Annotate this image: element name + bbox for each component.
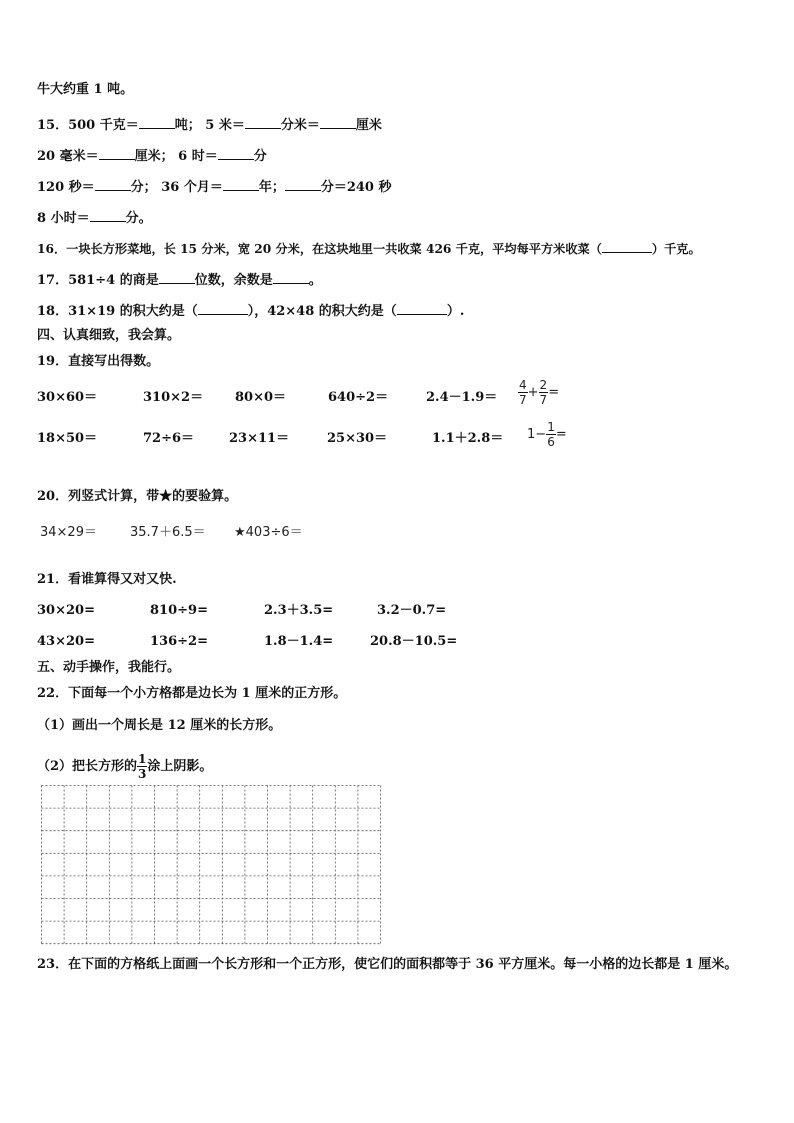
q19-title: 19．直接写出得数。 <box>37 354 160 369</box>
answer-blank[interactable] <box>198 302 248 315</box>
q19-item: 640÷2＝ <box>328 390 389 405</box>
q16: 16．一块长方形菜地，长 15 分米，宽 20 分米，在这块地里一共收菜 426 千克，平均每平方米收菜（ ）千克。 <box>37 242 701 256</box>
answer-blank[interactable] <box>218 147 254 160</box>
q19-item: 80×0＝ <box>235 390 287 405</box>
q20-item: ★403÷6＝ <box>234 525 303 540</box>
section-4-heading: 四、认真细致，我会算。 <box>37 328 181 343</box>
q22-part2: （2）把长方形的 $\frac{1}{3}$ 涂上阴影。 <box>37 752 213 781</box>
q17: 17．581÷4 的商是 位数，余数是 。 <box>37 273 322 288</box>
q22-title: 22．下面每一个小方格都是边长为 1 厘米的正方形。 <box>37 686 347 701</box>
q18: 18．31×19 的积大约是（ ），42×48 的积大约是（ ）. <box>37 304 465 319</box>
q19-item: 23×11＝ <box>229 431 290 446</box>
answer-blank[interactable] <box>285 178 321 191</box>
q19-item: 25×30＝ <box>327 431 388 446</box>
q21-title: 21．看谁算得又对又快. <box>37 572 177 587</box>
answer-blank[interactable] <box>397 302 447 315</box>
q21-item: 136÷2= <box>150 634 208 649</box>
answer-blank[interactable] <box>320 116 356 129</box>
q19-item: 30×60＝ <box>37 390 98 405</box>
answer-blank[interactable] <box>90 209 126 222</box>
q20-item: 35.7＋6.5＝ <box>130 525 206 540</box>
q21-item: 30×20= <box>37 603 95 618</box>
answer-blank[interactable] <box>602 240 652 253</box>
q20-title: 20．列竖式计算，带★的要验算。 <box>37 489 238 504</box>
answer-blank[interactable] <box>245 116 281 129</box>
answer-blank[interactable] <box>223 178 259 191</box>
q21-item: 43×20= <box>37 634 95 649</box>
square-grid[interactable] <box>41 785 381 945</box>
q15-line1: 15．500 千克＝ 吨； 5 米＝ 分米＝ 厘米 <box>37 118 382 133</box>
answer-blank[interactable] <box>99 147 135 160</box>
q21-item: 810÷9= <box>150 603 208 618</box>
q15-line3: 120 秒＝ 分； 36 个月＝ 年； 分＝240 秒 <box>37 180 392 195</box>
answer-blank[interactable] <box>159 271 195 284</box>
q15-line4: 8 小时＝ 分。 <box>37 211 152 226</box>
q19-fraction-diff: 1− $\frac{1}{6}$ = <box>527 420 567 449</box>
q21-item: 20.8－10.5= <box>370 634 458 649</box>
answer-blank[interactable] <box>95 178 131 191</box>
answer-blank[interactable] <box>139 116 175 129</box>
q21-item: 3.2－0.7= <box>377 603 447 618</box>
answer-blank[interactable] <box>273 271 309 284</box>
q19-item: 72÷6＝ <box>143 431 195 446</box>
q20-item: 34×29＝ <box>40 525 97 540</box>
carryover-line: 牛大约重 1 吨。 <box>37 82 134 97</box>
q19-item: 2.4－1.9＝ <box>426 390 498 405</box>
section-5-heading: 五、动手操作，我能行。 <box>37 660 181 675</box>
q21-item: 2.3＋3.5= <box>264 603 334 618</box>
q15-line2: 20 毫米＝ 厘米； 6 时＝ 分 <box>37 149 267 164</box>
q19-item: 18×50＝ <box>37 431 98 446</box>
q23: 23．在下面的方格纸上面画一个长方形和一个正方形，使它们的面积都等于 36 平方厘米。每一小格的边长都是 1 厘米。 <box>37 957 738 972</box>
q19-item: 1.1＋2.8＝ <box>432 431 504 446</box>
q19-fraction-sum: $\frac{4}{7}$ + $\frac{2}{7}$ = <box>519 378 560 407</box>
q22-part1: （1）画出一个周长是 12 厘米的长方形。 <box>37 718 282 733</box>
q19-item: 310×2＝ <box>143 390 204 405</box>
q21-item: 1.8－1.4= <box>264 634 334 649</box>
